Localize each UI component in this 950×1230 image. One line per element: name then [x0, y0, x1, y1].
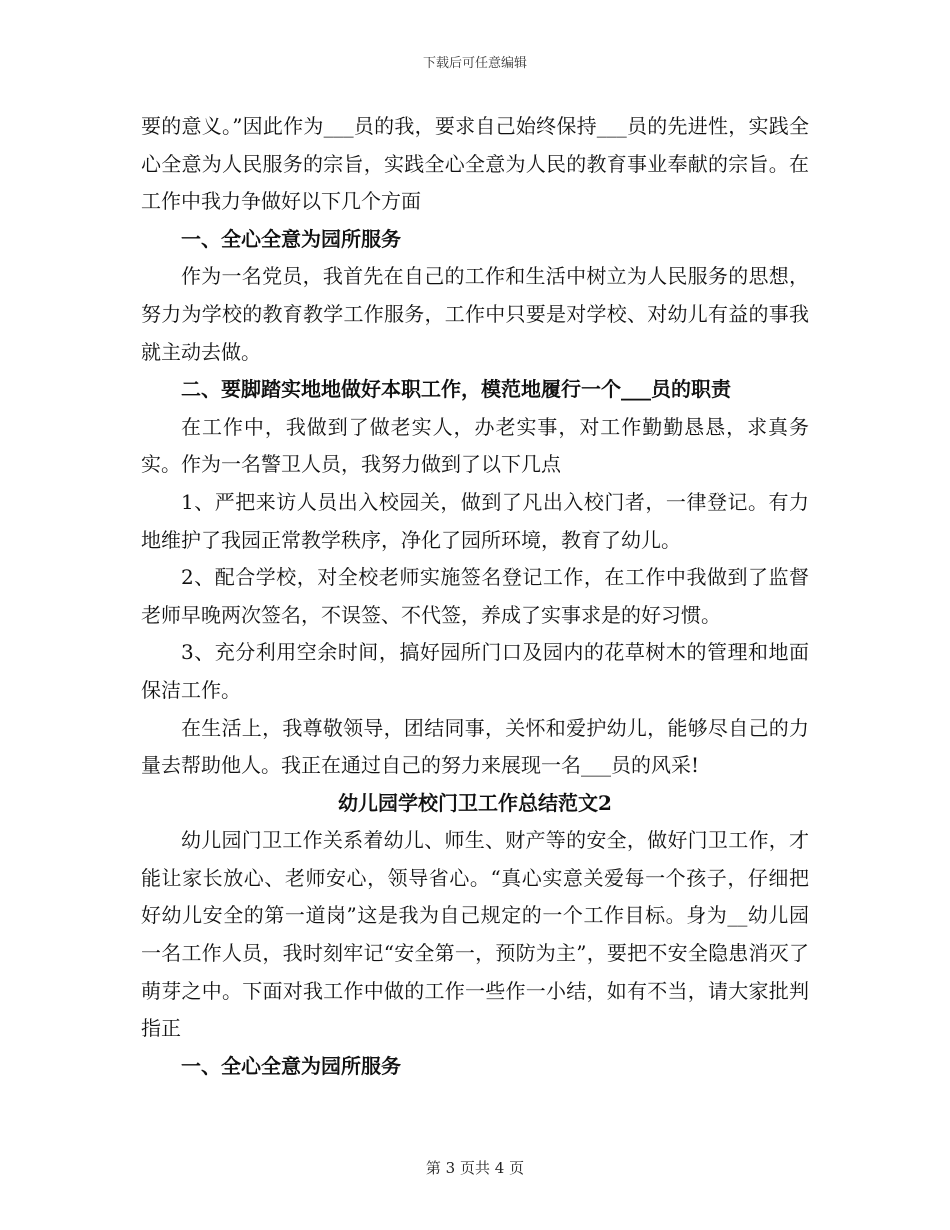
section-heading-duties: 二、要脚踏实地地做好本职工作，模范地履行一个___员的职责 [181, 377, 731, 402]
paragraph-continuation: 要的意义。”因此作为___员的我，要求自己始终保持___员的先进性，实践全心全意为人民服务的宗旨，实践全心全意为人民的教育事业奉献的宗旨。在工作中我力争做好以下几个方面 [141, 114, 809, 214]
paragraph-work-attitude: 在工作中，我做到了做老实人，办老实事，对工作勤勤恳恳，求真务实。作为一名警卫人员，我努力做到了以下几点 [141, 414, 809, 477]
section-heading-serve-kindergarten-2: 一、全心全意为园所服务 [181, 1053, 401, 1078]
paragraph-item-1: 1、严把来访人员出入校园关，做到了凡出入校门者，一律登记。有力地维护了我园正常教学秩序，净化了园所环境，教育了幼儿。 [141, 489, 809, 552]
page-number: 第 3 页共 4 页 [425, 1159, 525, 1177]
paragraph-intro-2: 幼儿园门卫工作关系着幼儿、师生、财产等的安全，做好门卫工作，才能让家长放心、老师安心，领导省心。“真心实意关爱每一个孩子，仔细把好幼儿安全的第一道岗”这是我为自己规定的一个工作目标。身为__幼儿园一名工作人员，我时刻牢记“安全第一，预防为主”，要把不安全隐患消灭了萌芽之中。下面对我工作中做的工作一些作一小结，如有不当，请大家批判指正 [141, 828, 809, 1041]
paragraph-daily-life: 在生活上，我尊敬领导，团结同事，关怀和爱护幼儿，能够尽自己的力量去帮助他人。我正在通过自己的努力来展现一名___员的风采! [141, 715, 809, 778]
section-heading-serve-kindergarten: 一、全心全意为园所服务 [181, 226, 401, 251]
document-body [141, 108, 809, 1085]
page-header-note: 下载后可任意编辑 [422, 56, 527, 71]
paragraph-party-member: 作为一名党员，我首先在自己的工作和生活中树立为人民服务的思想，努力为学校的教育教学工作服务，工作中只要是对学校、对幼儿有益的事我就主动去做。 [141, 264, 809, 364]
paragraph-item-3: 3、充分利用空余时间，搞好园所门口及园内的花草树木的管理和地面保洁工作。 [141, 640, 809, 702]
paragraph-item-2: 2、配合学校，对全校老师实施签名登记工作，在工作中我做到了监督老师早晚两次签名，不误签、不代签，养成了实事求是的好习惯。 [141, 565, 809, 627]
article-title-2: 幼儿园学校门卫工作总结范文2 [338, 790, 612, 815]
